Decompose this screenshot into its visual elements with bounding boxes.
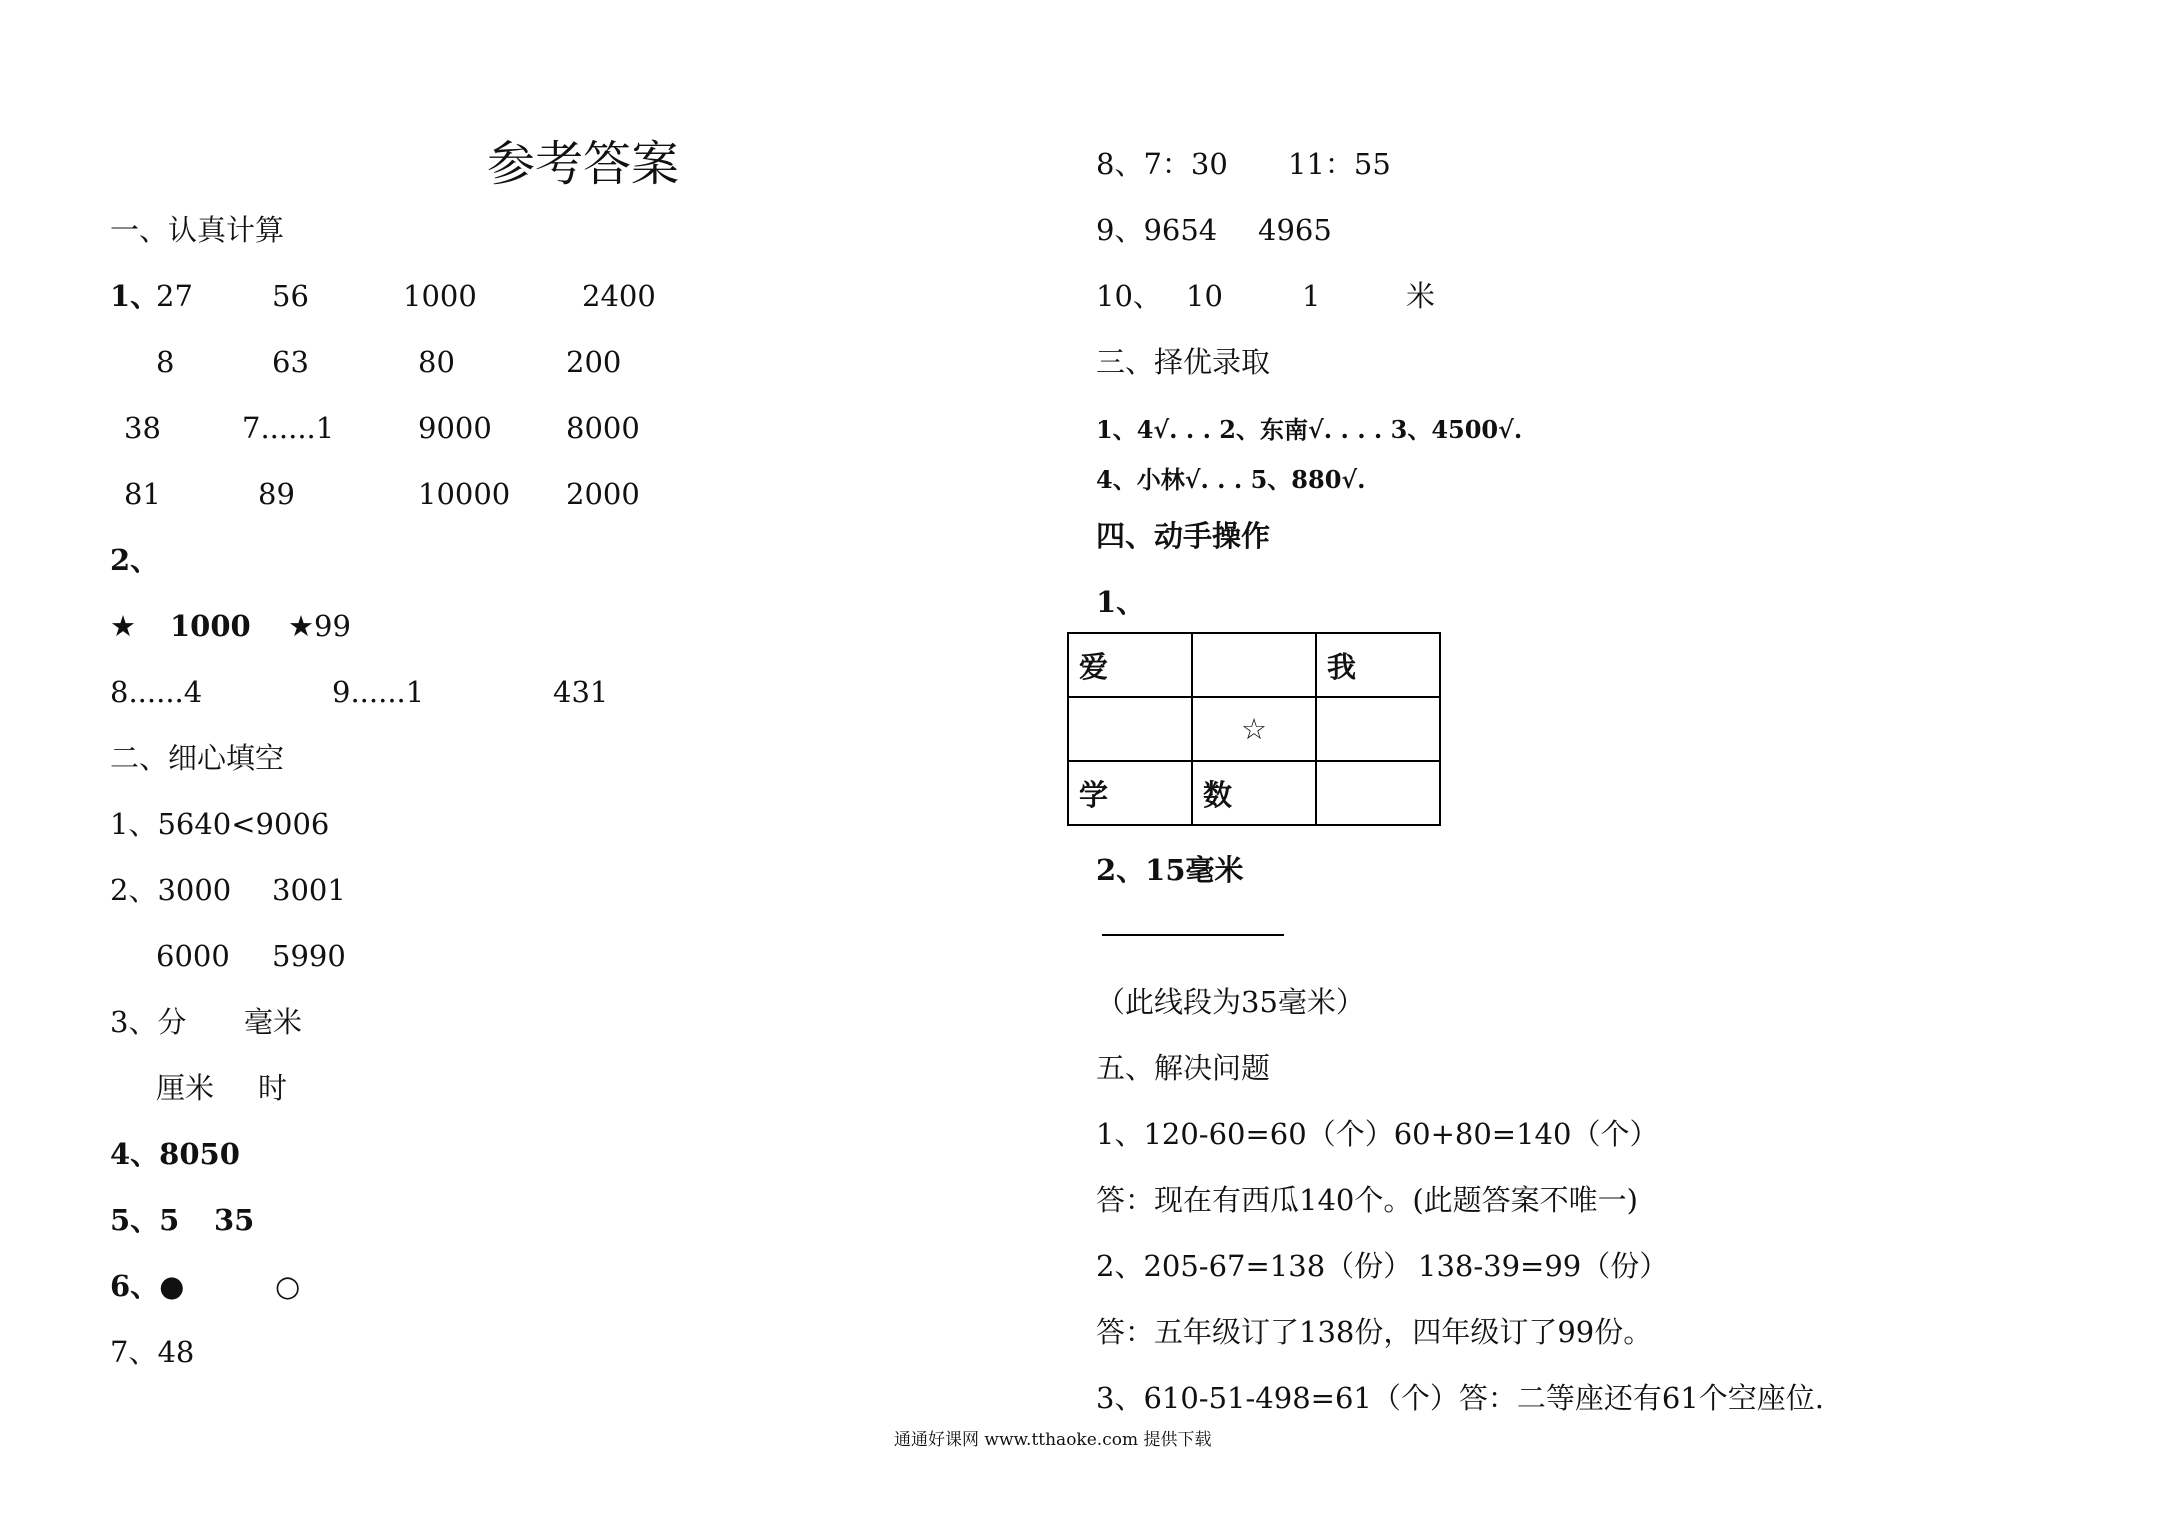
fill-item: 2、3000: [110, 873, 232, 907]
fill-item: 米: [1406, 279, 1436, 313]
q1-cell: 9000: [418, 411, 492, 445]
q1-label: 1、: [110, 279, 160, 313]
op1-label: 1、: [1096, 585, 1146, 619]
fill-item: 时: [258, 1071, 288, 1105]
q1-cell: 63: [272, 345, 309, 379]
problem-2-b: 138-39=99（份）: [1418, 1249, 1669, 1283]
fill-item: 6000: [156, 939, 230, 973]
answer-grid: [1067, 632, 1441, 826]
fill-item: 7、48: [110, 1335, 195, 1369]
section-heading-3: 三、择优录取: [1096, 345, 1271, 379]
footer-text: 通通好课网 www.tthaoke.com 提供下载: [894, 1430, 1212, 1450]
fill-item: 10、: [1096, 279, 1162, 313]
q1-cell: 8000: [566, 411, 640, 445]
problem-2-answer: 答：五年级订了138份，四年级订了99份。: [1096, 1315, 1653, 1349]
fill-item: 4965: [1258, 213, 1332, 247]
q1-cell: 38: [124, 411, 161, 445]
fill-item: 11：55: [1288, 147, 1391, 181]
q1-cell: 2400: [582, 279, 656, 313]
fill-item: 毫米: [244, 1005, 303, 1039]
q1-cell: 7......1: [242, 411, 335, 445]
circle-icon: ○: [275, 1269, 301, 1303]
q2-answer: ★99: [288, 609, 351, 643]
fill-item: 8、7：30: [1096, 147, 1228, 181]
section-heading-2: 二、细心填空: [110, 741, 285, 775]
q2-answer: 9......1: [332, 675, 425, 709]
choice-answers-2: 4、小林√. . . 5、880√.: [1096, 465, 1366, 494]
grid-cell: [1316, 761, 1440, 825]
section-heading-1: 一、认真计算: [110, 213, 285, 247]
problem-2: 2、205-67=138（份）: [1096, 1249, 1413, 1283]
page-title: 参考答案: [487, 136, 680, 192]
op2-answer: 2、15毫米: [1096, 853, 1244, 887]
hollow-star-icon: ☆: [1192, 697, 1316, 761]
q2-answer: 431: [553, 675, 609, 709]
fill-item: 9、9654: [1096, 213, 1218, 247]
grid-cell: 学: [1068, 761, 1192, 825]
grid-cell: 爱: [1068, 633, 1192, 697]
q1-cell: 27: [156, 279, 193, 313]
q1-cell: 8: [156, 345, 175, 379]
grid-cell: 我: [1316, 633, 1440, 697]
grid-cell: [1068, 697, 1192, 761]
q1-cell: 56: [272, 279, 309, 313]
line-segment: [1102, 934, 1284, 936]
q1-cell: 80: [418, 345, 455, 379]
fill-item: 35: [214, 1203, 255, 1237]
q1-cell: 89: [258, 477, 295, 511]
grid-cell: [1316, 697, 1440, 761]
fill-item: 6、●: [110, 1269, 185, 1303]
fill-item: 1: [1302, 279, 1321, 313]
grid-cell: 数: [1192, 761, 1316, 825]
section-heading-4: 四、动手操作: [1096, 519, 1271, 553]
fill-item: 3、分: [110, 1005, 187, 1039]
star-icon: ★: [110, 609, 136, 643]
q1-cell: 81: [124, 477, 161, 511]
segment-note: （此线段为35毫米）: [1096, 985, 1365, 1019]
fill-item: 1、5640<9006: [110, 807, 330, 841]
problem-3: 3、610-51-498=61（个）答：二等座还有61个空座位.: [1096, 1381, 1824, 1415]
fill-item: 10: [1186, 279, 1223, 313]
problem-1: 1、120-60=60（个）60+80=140（个）: [1096, 1117, 1659, 1151]
q2-answer: 1000: [170, 609, 251, 643]
q1-cell: 200: [566, 345, 622, 379]
section-heading-5: 五、解决问题: [1096, 1051, 1271, 1085]
q2-answer: 8......4: [110, 675, 203, 709]
fill-item: 5、5: [110, 1203, 180, 1237]
choice-answers-1: 1、4√. . . 2、东南√. . . . 3、4500√.: [1096, 415, 1523, 444]
problem-1-answer: 答：现在有西瓜140个。(此题答案不唯一): [1096, 1183, 1638, 1217]
q1-cell: 10000: [418, 477, 511, 511]
fill-item: 厘米: [156, 1071, 215, 1105]
q2-label: 2、: [110, 543, 160, 577]
grid-cell: [1192, 633, 1316, 697]
fill-item: 4、8050: [110, 1137, 240, 1171]
q1-cell: 1000: [403, 279, 477, 313]
fill-item: 3001: [272, 873, 346, 907]
q1-cell: 2000: [566, 477, 640, 511]
fill-item: 5990: [272, 939, 346, 973]
